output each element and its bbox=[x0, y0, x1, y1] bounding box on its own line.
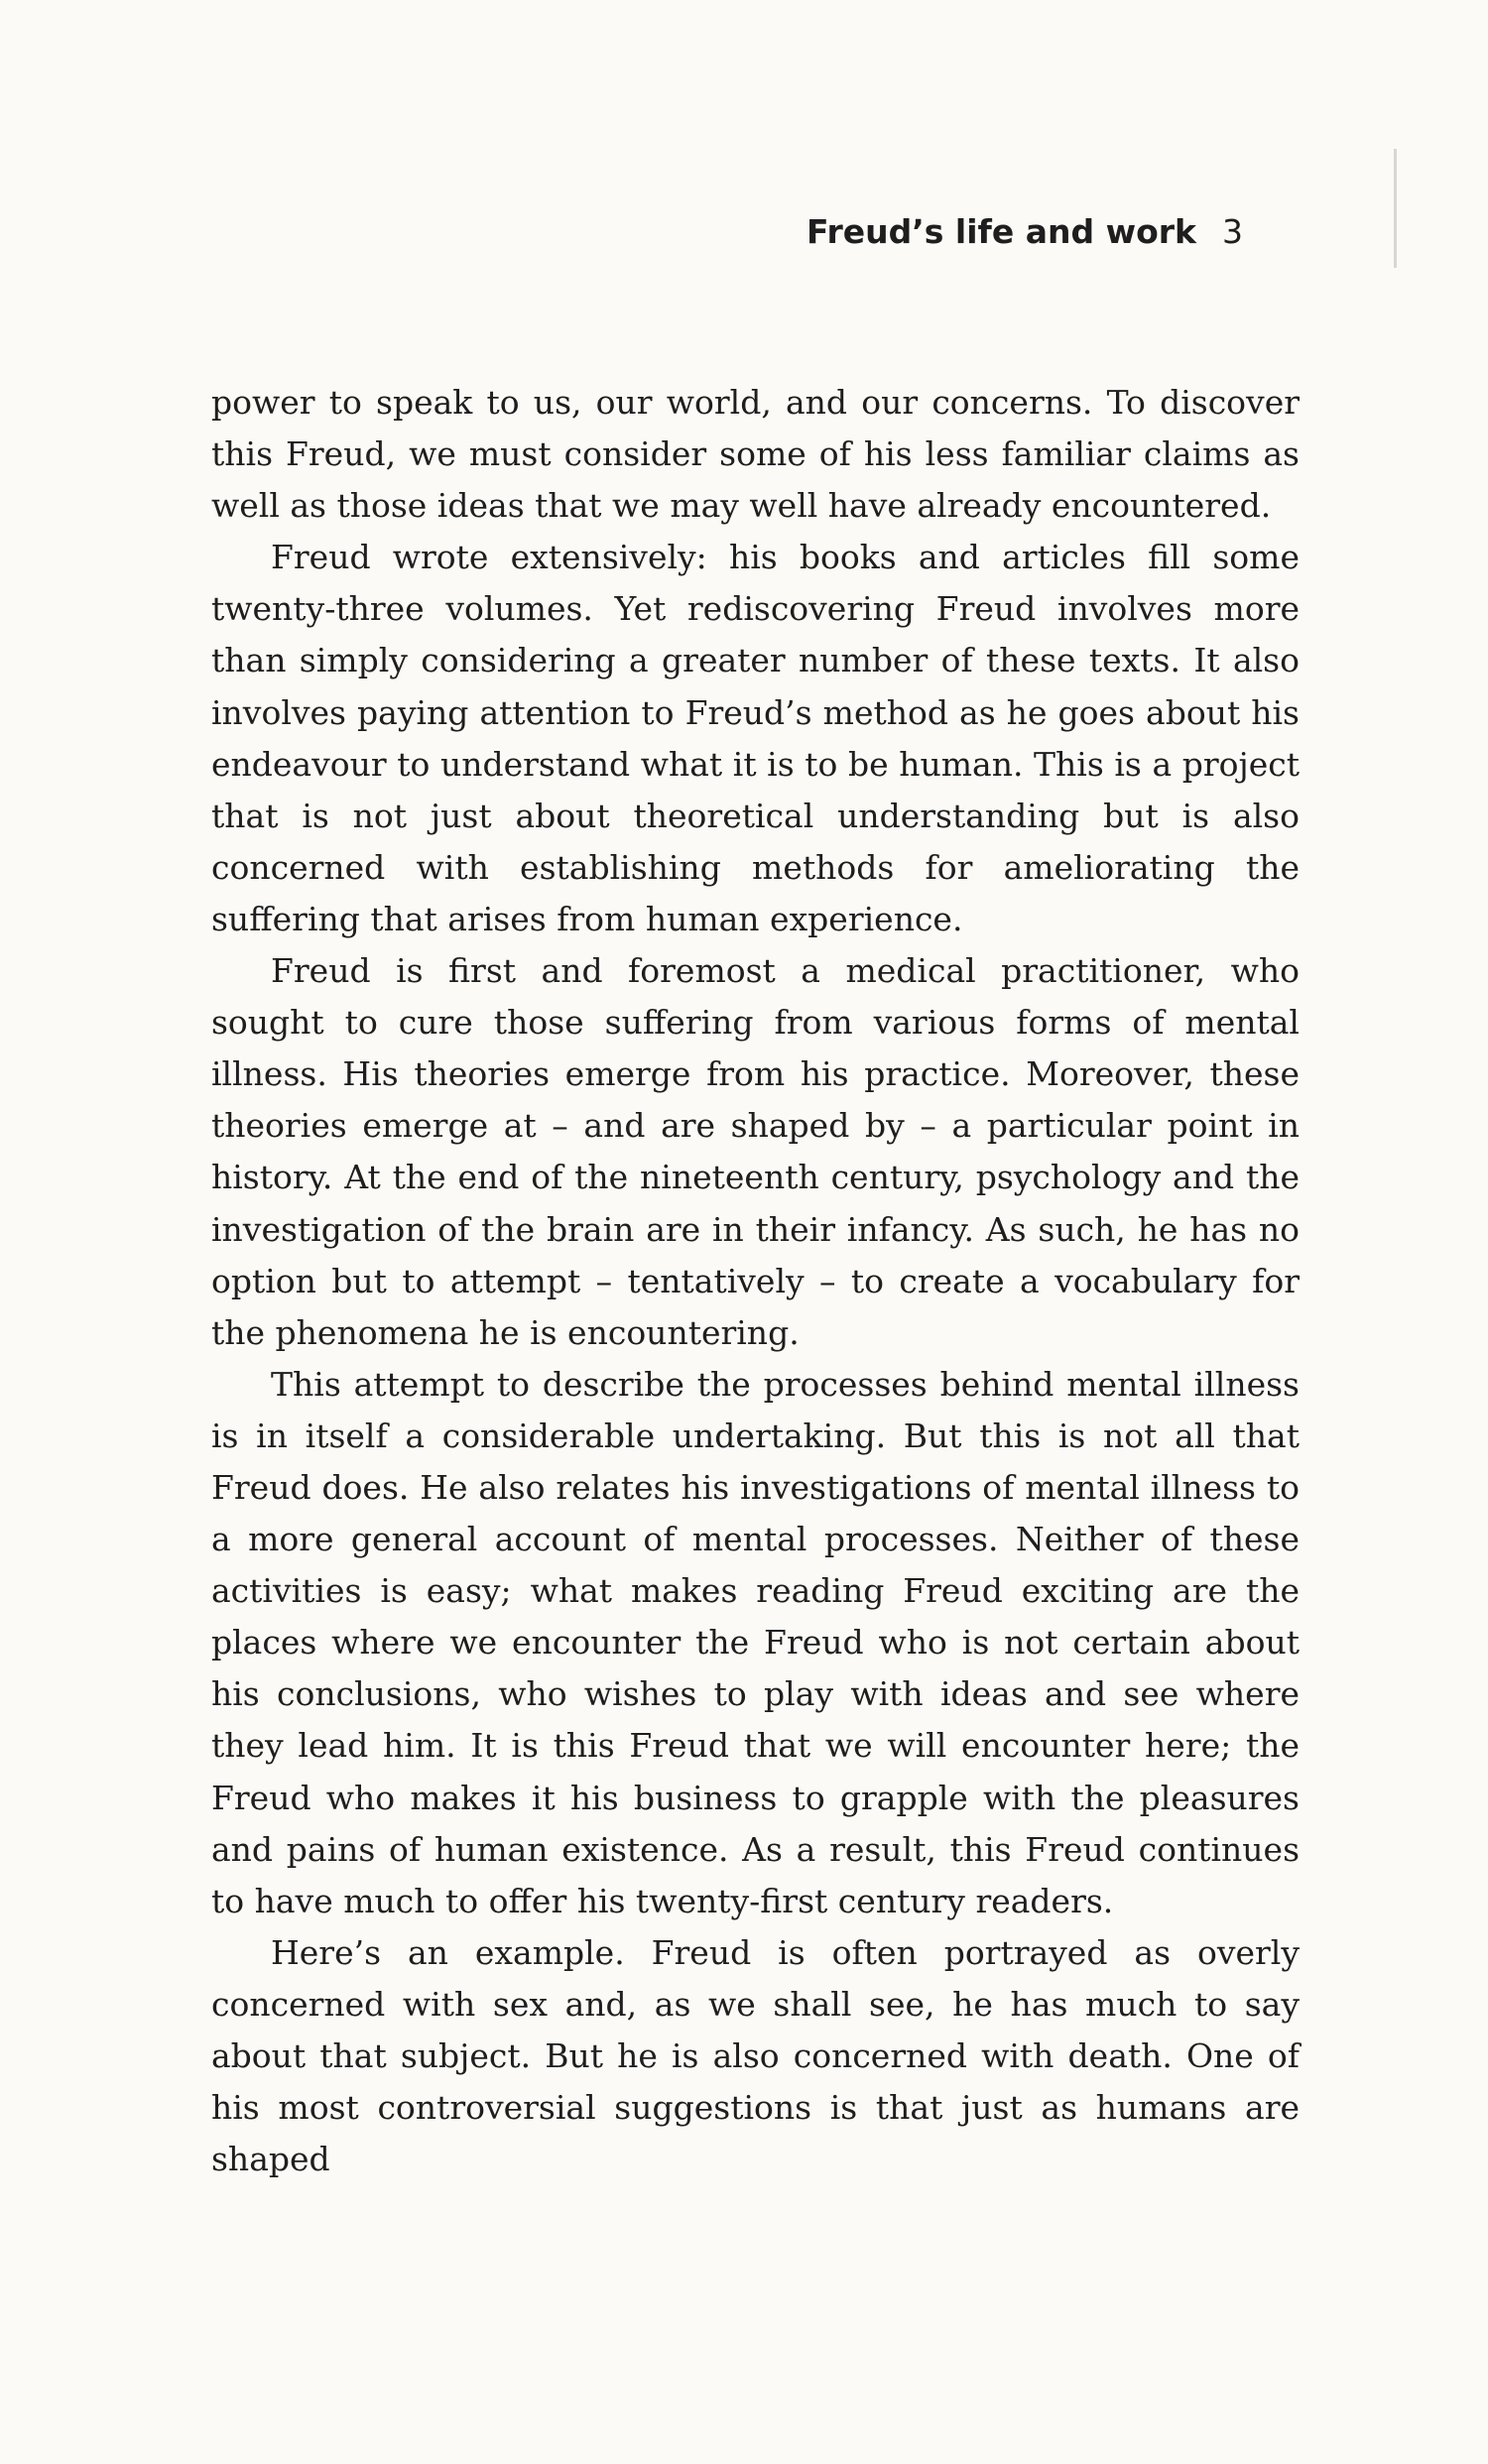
body-text bbox=[211, 377, 1300, 2185]
paragraph-3: Freud is first and foremost a medical practitioner, who sought to cure those suffering from various forms of mental illness. His theories emerge from his practice. Moreover, these theories emerge at – and are shaped by – a particular point in history. At the end of the nineteenth century, psychology and the investigation of the brain are in their infancy. As such, he has no option but to attempt – tentatively – to create a vocabulary for the phenomena he is encountering. bbox=[211, 951, 1300, 1352]
paragraph-2: Freud wrote extensively: his books and articles fill some twenty-three volumes. Yet rediscovering Freud involves more than simply considering a greater number of these texts. It also involves paying attention to Freud’s method as he goes about his endeavour to understand what it is to be human. This is a project that is not just about theoretical understanding but is also concerned with establishing methods for ameliorating the suffering that arises from human experience. bbox=[211, 538, 1300, 938]
running-head bbox=[211, 212, 1243, 251]
page-edge-mark bbox=[1394, 149, 1397, 268]
paragraph-5: Here’s an example. Freud is often portrayed as overly concerned with sex and, as we shall see, he has much to say about that subject. But he is also concerned with death. One of his most controversial suggestions is that just as humans are shaped bbox=[211, 1932, 1300, 2179]
paragraph-1: power to speak to us, our world, and our concerns. To discover this Freud, we must consider some of his less familiar claims as well as those ideas that we may well have already encountered. bbox=[211, 383, 1300, 526]
running-title: Freud’s life and work bbox=[806, 212, 1196, 251]
page-number: 3 bbox=[1222, 212, 1243, 251]
paragraph-4: This attempt to describe the processes behind mental illness is in itself a considerable undertaking. But this is not all that Freud does. He also relates his investigations of mental illness to a more general account of mental processes. Neither of these activities is easy; what makes reading Freud exciting are the places where we encounter the Freud who is not certain about his conclusions, who wishes to play with ideas and see where they lead him. It is this Freud that we will encounter here; the Freud who makes it his business to grapple with the pleasures and pains of human existence. As a result, this Freud continues to have much to offer his twenty-first century readers. bbox=[211, 1364, 1300, 1920]
